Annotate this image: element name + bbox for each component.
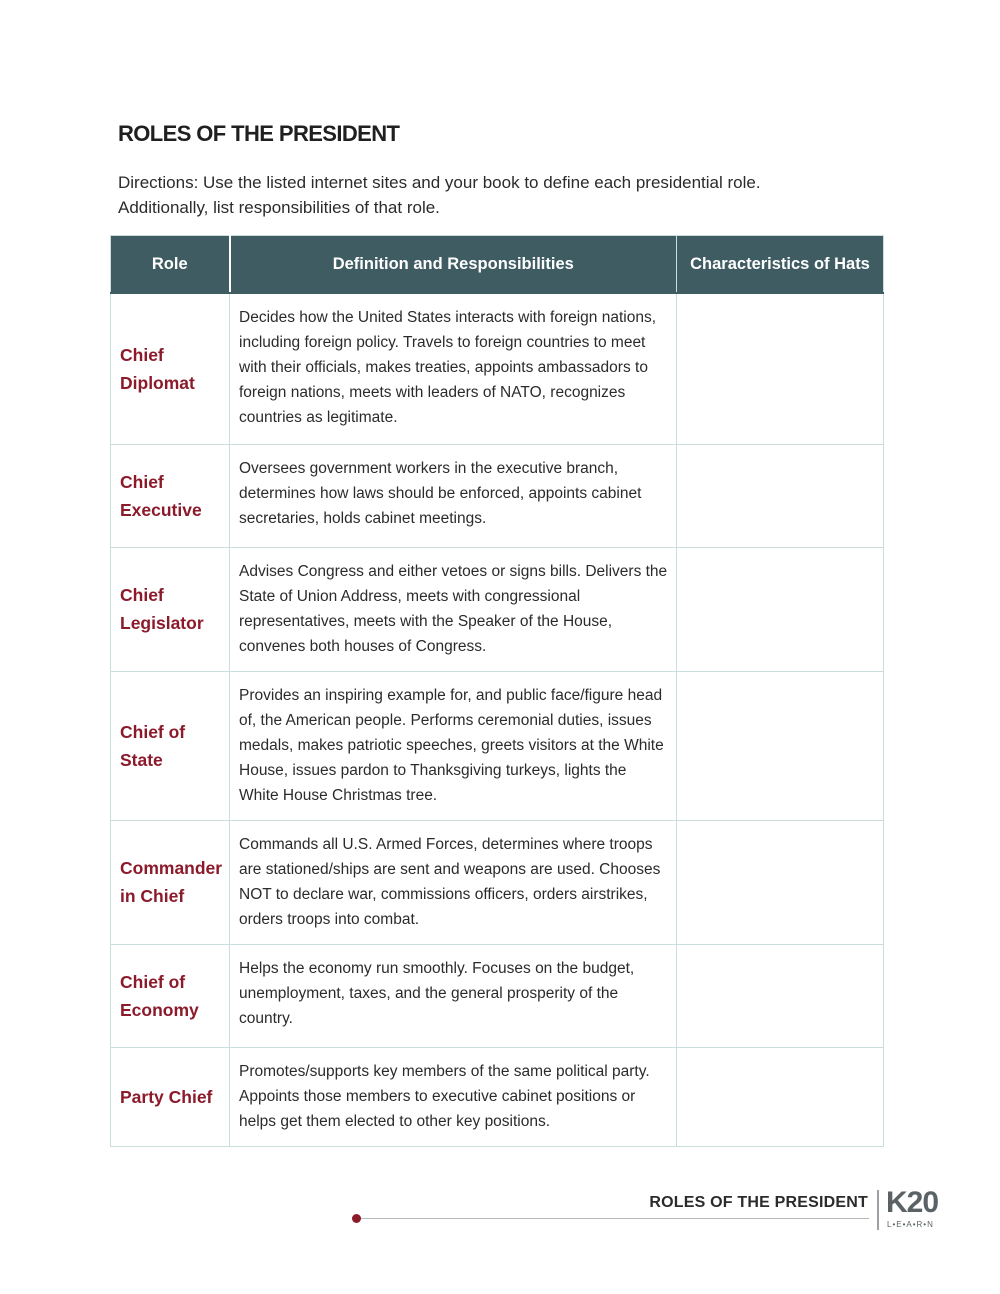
hats-cell[interactable]: [677, 820, 884, 944]
table-row: [111, 444, 884, 547]
definition-cell: Promotes/supports key members of the same political party. Appoints those members to executive cabinet positions or helps get them elected to other key positions.: [230, 1047, 677, 1146]
page-title: ROLES OF THE PRESIDENT: [118, 121, 400, 146]
role-label-line-1: Commander: [120, 858, 223, 878]
role-label-line-1: Party Chief: [120, 1086, 213, 1107]
role-label-line-1: Chief: [120, 471, 164, 492]
role-label-line-2: State: [120, 749, 163, 770]
role-cell: [111, 820, 230, 944]
role-label-line-2: Diplomat: [120, 372, 195, 393]
hats-cell[interactable]: [677, 671, 884, 820]
table-header-row: [111, 236, 884, 294]
logo-sub-text: L•E•A•R•N: [887, 1220, 934, 1229]
role-label-line-2: in Chief: [120, 886, 185, 906]
footer-dot-icon: [352, 1214, 361, 1223]
column-header-definition: Definition and Responsibilities: [230, 236, 677, 294]
table-row: [111, 1047, 884, 1146]
table-row: [111, 944, 884, 1047]
footer-title: ROLES OF THE PRESIDENT: [649, 1194, 868, 1211]
role-label-line-2: Executive: [120, 499, 202, 520]
role-label-line-1: Chief: [120, 585, 164, 605]
role-cell: [111, 944, 230, 1047]
role-cell: [111, 444, 230, 547]
footer-divider: [877, 1190, 879, 1230]
footer-rule: [358, 1218, 869, 1219]
role-cell: [111, 293, 230, 444]
directions-line-2: Additionally, list responsibilities of that role.: [118, 198, 440, 217]
column-header-role: Role: [111, 236, 230, 294]
table-row: [111, 293, 884, 444]
definition-cell: Oversees government workers in the executive branch, determines how laws should be enforced, appoints cabinet secretaries, holds cabinet meetings.: [230, 444, 677, 547]
table-row: [111, 820, 884, 944]
hats-cell[interactable]: [677, 547, 884, 671]
role-cell: [111, 1047, 230, 1146]
k20-logo: [886, 1186, 946, 1234]
definition-cell: Advises Congress and either vetoes or signs bills. Delivers the State of Union Address, meets with congressional representatives, meets with the Speaker of the House, convenes both houses of Congress.: [230, 547, 677, 671]
role-cell: [111, 547, 230, 671]
definition-cell: Helps the economy run smoothly. Focuses on the budget, unemployment, taxes, and the general prosperity of the country.: [230, 944, 677, 1047]
role-label-line-1: Chief of: [120, 971, 186, 992]
role-label-line-2: Economy: [120, 999, 199, 1020]
directions-text: [118, 170, 878, 220]
table-row: [111, 671, 884, 820]
hats-cell[interactable]: [677, 293, 884, 444]
column-header-hats: Characteristics of Hats: [677, 236, 884, 294]
hats-cell[interactable]: [677, 1047, 884, 1146]
role-label-line-1: Chief of: [120, 721, 186, 742]
role-label-line-1: Chief: [120, 344, 164, 365]
hats-cell[interactable]: [677, 944, 884, 1047]
role-label-line-2: Legislator: [120, 613, 204, 633]
definition-cell: Commands all U.S. Armed Forces, determines where troops are stationed/ships are sent and weapons are used. Chooses NOT to declare war, commissions officers, orders airstrikes, orders troops into combat.: [230, 820, 677, 944]
hats-cell[interactable]: [677, 444, 884, 547]
role-cell: [111, 671, 230, 820]
directions-line-1: Directions: Use the listed internet sites and your book to define each presidential role.: [118, 173, 761, 192]
roles-table: [110, 235, 884, 1147]
table-row: [111, 547, 884, 671]
definition-cell: Decides how the United States interacts with foreign nations, including foreign policy. Travels to foreign countries to meet with their officials, makes treaties, appoints ambassadors to foreign nations, meets with leaders of NATO, recognizes countries as legitimate.: [230, 293, 677, 444]
definition-cell: Provides an inspiring example for, and public face/figure head of, the American people. Performs ceremonial duties, issues medals, makes patriotic speeches, greets visitors at the White House, issues pardon to Thanksgiving turkeys, lights the White House Christmas tree.: [230, 671, 677, 820]
logo-main-text: K20: [886, 1186, 939, 1219]
